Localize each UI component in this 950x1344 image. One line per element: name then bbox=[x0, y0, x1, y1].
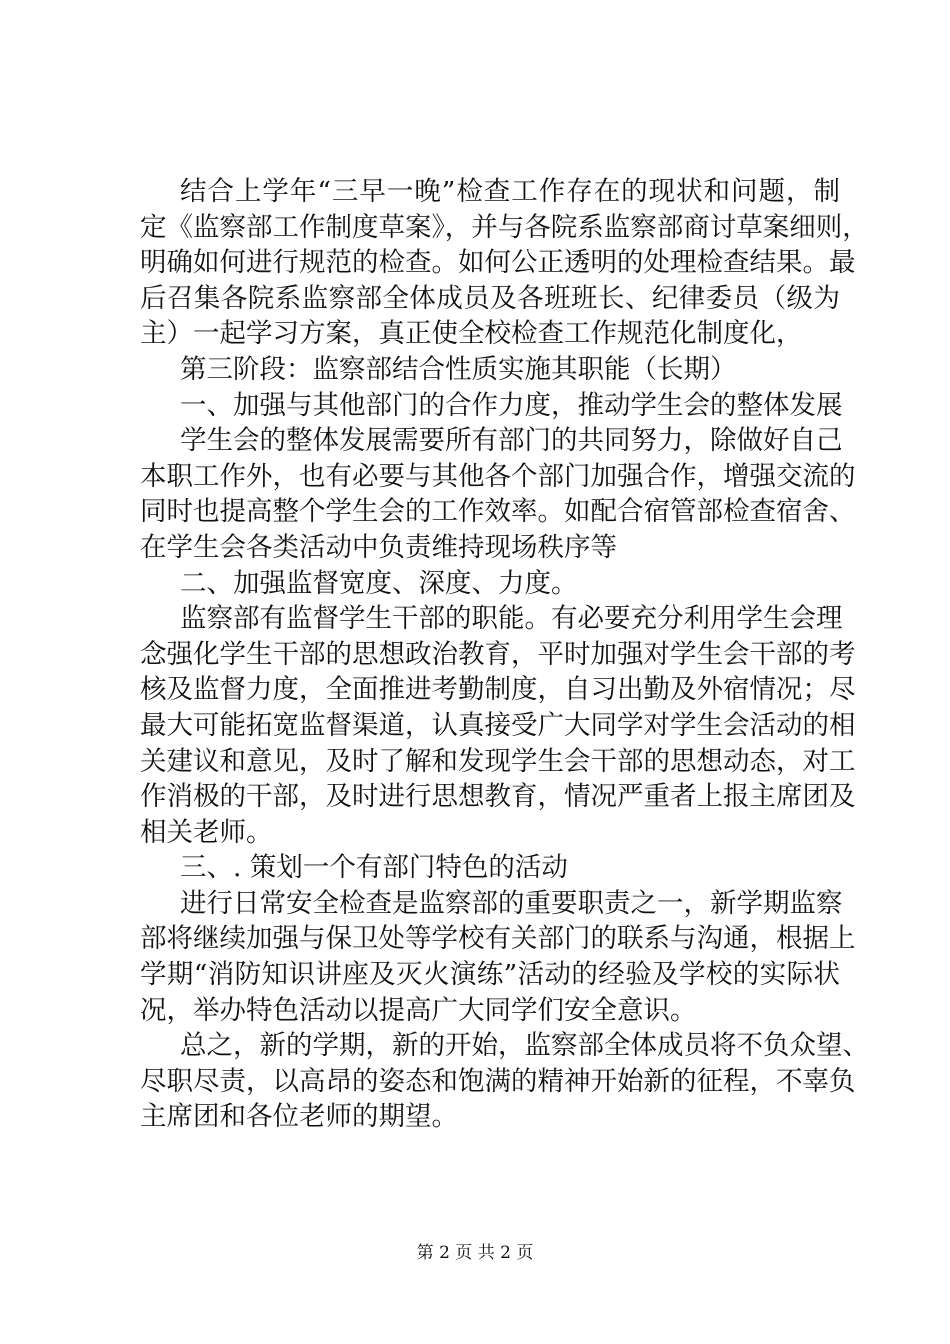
text-line: 在学生会各类活动中负责维持现场秩序等 bbox=[140, 531, 617, 563]
text-line: 念强化学生干部的思想政治教育，平时加强对学生会干部的考 bbox=[140, 638, 856, 670]
document-body bbox=[140, 174, 869, 1135]
text-line: 明确如何进行规范的检查。如何公正透明的处理检查结果。最 bbox=[140, 247, 856, 279]
text-line: 二、加强监督宽度、深度、力度。 bbox=[180, 567, 578, 599]
text-line: 第三阶段：监察部结合性质实施其职能（长期） bbox=[180, 353, 737, 385]
text-line: 尽职尽责，以高昂的姿态和饱满的精神开始新的征程，不辜负 bbox=[140, 1065, 856, 1097]
text-line: 总之，新的学期，新的开始，监察部全体成员将不负众望、 bbox=[180, 1030, 869, 1062]
text-line: 关建议和意见，及时了解和发现学生会干部的思想动态，对工 bbox=[140, 745, 856, 777]
text-line: 结合上学年“三早一晚”检查工作存在的现状和问题，制 bbox=[180, 176, 840, 207]
text-line: 同时也提高整个学生会的工作效率。如配合宿管部检查宿舍、 bbox=[140, 496, 856, 528]
text-line: 一、加强与其他部门的合作力度，推动学生会的整体发展 bbox=[180, 389, 843, 421]
text-line: 最大可能拓宽监督渠道，认真接受广大同学对学生会活动的相 bbox=[140, 709, 856, 741]
text-line: 监察部有监督学生干部的职能。有必要充分利用学生会理 bbox=[180, 603, 843, 635]
text-line: 相关老师。 bbox=[140, 816, 273, 848]
text-line: 进行日常安全检查是监察部的重要职责之一，新学期监察 bbox=[180, 887, 843, 919]
text-line: 作消极的干部，及时进行思想教育，情况严重者上报主席团及 bbox=[140, 781, 856, 813]
page-footer: 第 2 页 共 2 页 bbox=[416, 1243, 534, 1263]
text-line: 后召集各院系监察部全体成员及各班班长、纪律委员（级为 bbox=[140, 282, 840, 314]
text-line: 学生会的整体发展需要所有部门的共同努力，除做好自己 bbox=[180, 425, 843, 457]
text-line: 本职工作外，也有必要与其他各个部门加强合作，增强交流的 bbox=[140, 460, 856, 492]
text-line: 主席团和各位老师的期望。 bbox=[140, 1101, 458, 1133]
text-line: 况，举办特色活动以提高广大同学们安全意识。 bbox=[140, 994, 697, 1026]
text-line: 定《监察部工作制度草案》，并与各院系监察部商讨草案细则， bbox=[140, 211, 869, 243]
text-line: 学期“消防知识讲座及灭火演练”活动的经验及学校的实际状 bbox=[140, 959, 840, 991]
text-line: 核及监督力度，全面推进考勤制度，自习出勤及外宿情况；尽 bbox=[140, 674, 856, 706]
text-line: 主）一起学习方案，真正使全校检查工作规范化制度化， bbox=[140, 318, 803, 350]
text-line: 部将继续加强与保卫处等学校有关部门的联系与沟通，根据上 bbox=[140, 923, 856, 955]
text-line: 三、. 策划一个有部门特色的活动 bbox=[180, 852, 568, 884]
